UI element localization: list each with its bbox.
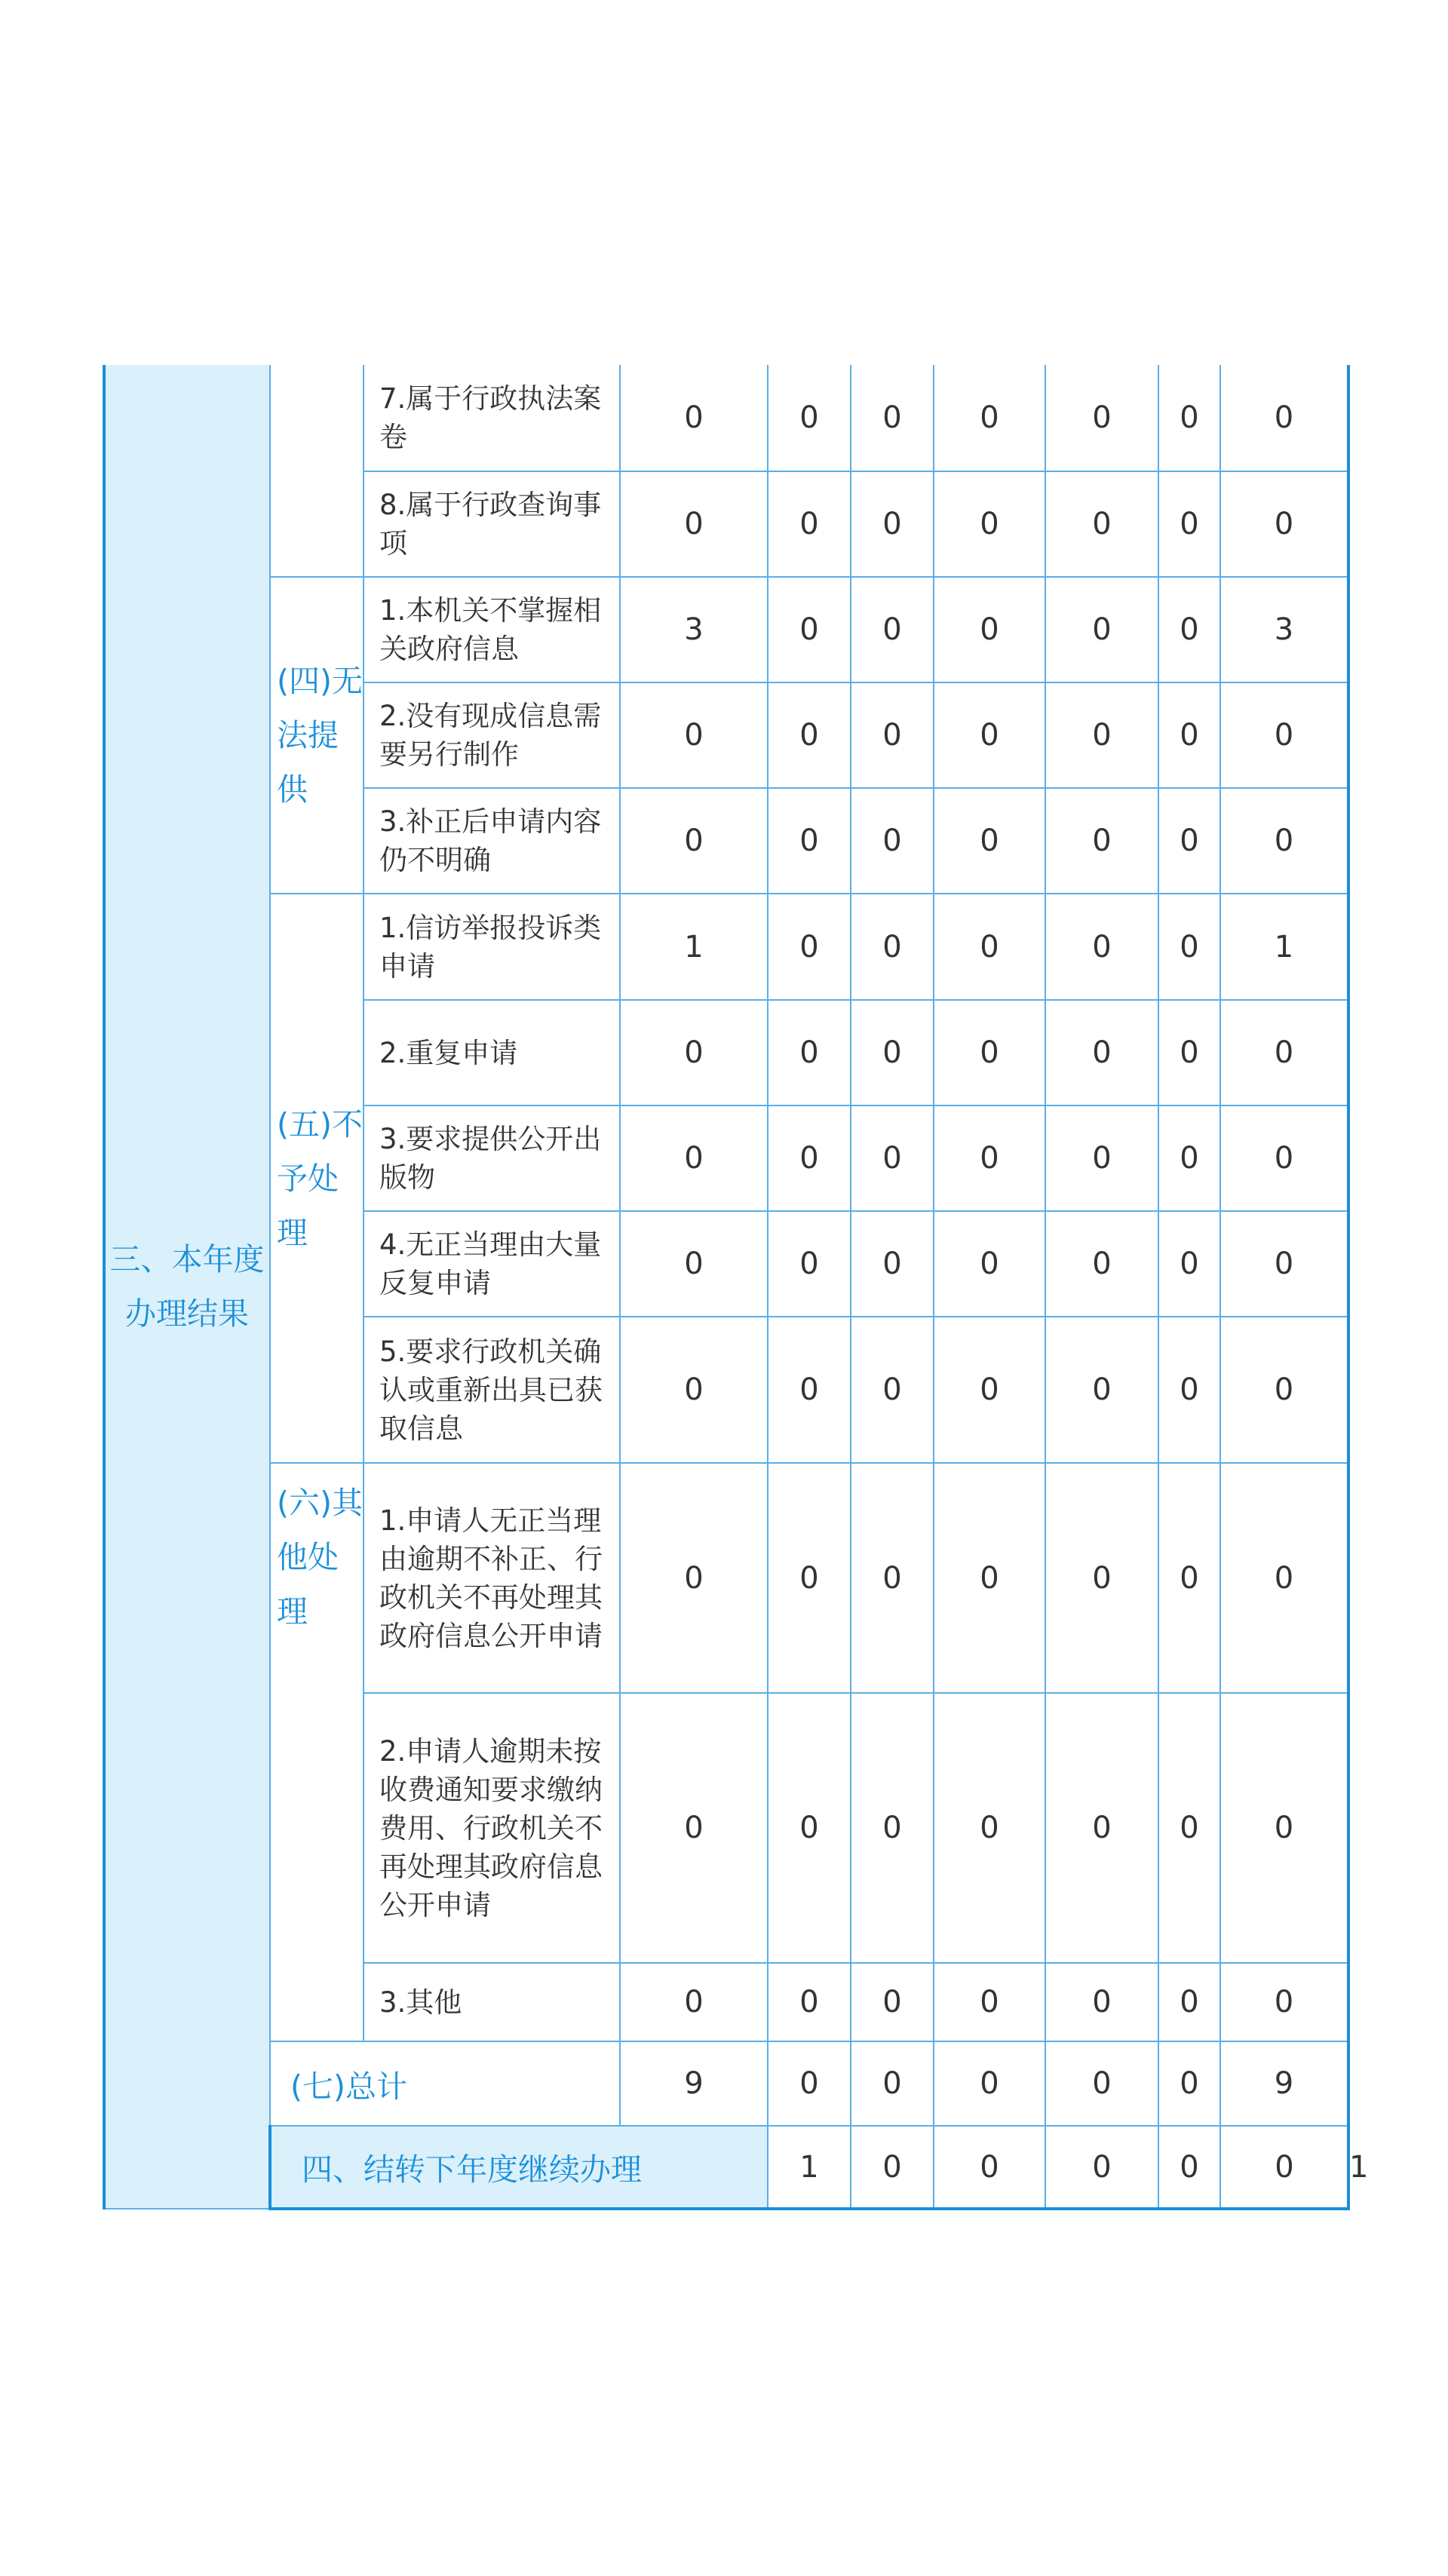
value-cell: 0 bbox=[1045, 1106, 1158, 1211]
next-year-row: 四、结转下年度继续办理 1 0 0 0 0 0 1 bbox=[104, 2126, 1348, 2209]
value-cell: 0 bbox=[1158, 1693, 1220, 1963]
value-cell: 0 bbox=[851, 365, 934, 471]
value-cell: 3 bbox=[620, 577, 768, 682]
value-cell: 0 bbox=[934, 471, 1045, 577]
row-item-label: 2.没有现成信息需要另行制作 bbox=[364, 682, 620, 788]
value-cell: 1 bbox=[1220, 894, 1348, 1000]
value-cell: 0 bbox=[934, 682, 1045, 788]
value-cell: 0 bbox=[934, 1463, 1045, 1693]
table-body bbox=[104, 365, 1369, 2209]
value-cell: 0 bbox=[1220, 1463, 1348, 1693]
value-cell: 0 bbox=[934, 577, 1045, 682]
value-cell: 0 bbox=[851, 2041, 934, 2126]
table-row bbox=[104, 894, 1348, 1000]
value-cell: 0 bbox=[1158, 682, 1220, 788]
value-cell: 0 bbox=[1045, 1693, 1158, 1963]
value-cell: 0 bbox=[1045, 2041, 1158, 2126]
value-cell: 0 bbox=[1220, 788, 1348, 894]
value-cell: 0 bbox=[1045, 1963, 1158, 2041]
value-cell: 0 bbox=[934, 1106, 1045, 1211]
value-cell: 0 bbox=[1158, 471, 1220, 577]
value-cell: 0 bbox=[1158, 1211, 1220, 1317]
value-cell: 0 bbox=[851, 1317, 934, 1463]
row-item-label: 7.属于行政执法案卷 bbox=[364, 365, 620, 471]
value-cell: 0 bbox=[1045, 788, 1158, 894]
value-cell: 0 bbox=[620, 1000, 768, 1106]
value-cell: 0 bbox=[1220, 2126, 1348, 2209]
row-item-label: 2.重复申请 bbox=[364, 1000, 620, 1106]
value-cell: 0 bbox=[1220, 471, 1348, 577]
report-table bbox=[103, 365, 1369, 2210]
table-row bbox=[104, 365, 1348, 471]
value-cell: 1 bbox=[620, 894, 768, 1000]
value-cell: 0 bbox=[1045, 2126, 1158, 2209]
value-cell: 0 bbox=[851, 894, 934, 1000]
row-item-label: 3.要求提供公开出版物 bbox=[364, 1106, 620, 1211]
section-three-label: 三、本年度办理结果 bbox=[104, 365, 270, 2209]
value-cell: 0 bbox=[620, 1211, 768, 1317]
group-five-label: (五)不予处理 bbox=[270, 894, 364, 1463]
value-cell: 0 bbox=[851, 1693, 934, 1963]
value-cell: 0 bbox=[1045, 1463, 1158, 1693]
value-cell: 0 bbox=[768, 1693, 851, 1963]
value-cell: 0 bbox=[934, 894, 1045, 1000]
value-cell: 0 bbox=[620, 365, 768, 471]
value-cell: 0 bbox=[768, 1317, 851, 1463]
value-cell: 0 bbox=[934, 1000, 1045, 1106]
value-cell: 0 bbox=[1158, 1463, 1220, 1693]
value-cell: 0 bbox=[768, 894, 851, 1000]
value-cell: 0 bbox=[768, 471, 851, 577]
value-cell: 0 bbox=[768, 682, 851, 788]
value-cell: 0 bbox=[1045, 471, 1158, 577]
value-cell: 0 bbox=[768, 577, 851, 682]
value-cell: 0 bbox=[768, 1106, 851, 1211]
value-cell: 0 bbox=[1158, 1106, 1220, 1211]
value-cell: 9 bbox=[1220, 2041, 1348, 2126]
value-cell: 0 bbox=[768, 788, 851, 894]
value-cell: 0 bbox=[851, 1000, 934, 1106]
group-four-label: (四)无法提供 bbox=[270, 577, 364, 894]
value-cell: 0 bbox=[851, 1963, 934, 2041]
row-item-label: 4.无正当理由大量反复申请 bbox=[364, 1211, 620, 1317]
row-item-label: 3.其他 bbox=[364, 1963, 620, 2041]
value-cell: 0 bbox=[1220, 682, 1348, 788]
value-cell: 0 bbox=[934, 2126, 1045, 2209]
value-cell: 0 bbox=[1045, 577, 1158, 682]
value-cell: 0 bbox=[768, 1963, 851, 2041]
value-cell: 0 bbox=[1045, 1000, 1158, 1106]
value-cell: 0 bbox=[620, 1693, 768, 1963]
value-cell: 0 bbox=[620, 471, 768, 577]
row-item-label: 1.信访举报投诉类申请 bbox=[364, 894, 620, 1000]
value-cell: 0 bbox=[851, 682, 934, 788]
value-cell: 0 bbox=[851, 1211, 934, 1317]
value-cell: 0 bbox=[1158, 577, 1220, 682]
value-cell: 0 bbox=[934, 788, 1045, 894]
value-cell: 1 bbox=[768, 2126, 851, 2209]
value-cell: 0 bbox=[1220, 1000, 1348, 1106]
value-cell: 0 bbox=[934, 365, 1045, 471]
value-cell: 0 bbox=[934, 1211, 1045, 1317]
total-label: (七)总计 bbox=[270, 2041, 620, 2126]
value-cell: 0 bbox=[1220, 1211, 1348, 1317]
value-cell: 0 bbox=[1158, 2041, 1220, 2126]
value-cell: 0 bbox=[1045, 682, 1158, 788]
value-cell: 0 bbox=[1220, 1106, 1348, 1211]
value-cell: 0 bbox=[1158, 894, 1220, 1000]
value-cell: 0 bbox=[1220, 365, 1348, 471]
value-cell: 0 bbox=[768, 365, 851, 471]
value-cell: 0 bbox=[1045, 1211, 1158, 1317]
value-cell: 0 bbox=[1158, 788, 1220, 894]
value-cell: 0 bbox=[768, 1211, 851, 1317]
value-cell: 0 bbox=[851, 1463, 934, 1693]
group-three-continued-cell bbox=[270, 365, 364, 577]
value-cell: 3 bbox=[1220, 577, 1348, 682]
value-cell: 0 bbox=[1045, 894, 1158, 1000]
value-cell: 0 bbox=[1220, 1963, 1348, 2041]
value-cell: 0 bbox=[620, 1463, 768, 1693]
value-cell: 0 bbox=[768, 1000, 851, 1106]
value-cell: 0 bbox=[851, 471, 934, 577]
value-cell: 0 bbox=[768, 2041, 851, 2126]
value-cell: 9 bbox=[620, 2041, 768, 2126]
value-cell: 0 bbox=[620, 1106, 768, 1211]
value-cell: 0 bbox=[934, 1317, 1045, 1463]
table-row bbox=[104, 577, 1348, 682]
row-item-label: 3.补正后申请内容仍不明确 bbox=[364, 788, 620, 894]
value-cell: 0 bbox=[1045, 365, 1158, 471]
total-row bbox=[104, 2041, 1348, 2126]
value-cell: 0 bbox=[1158, 1963, 1220, 2041]
value-cell: 0 bbox=[934, 1693, 1045, 1963]
value-cell: 0 bbox=[851, 1106, 934, 1211]
row-item-label: 2.申请人逾期未按收费通知要求缴纳费用、行政机关不再处理其政府信息公开申请 bbox=[364, 1693, 620, 1963]
row-item-label: 1.申请人无正当理由逾期不补正、行政机关不再处理其政府信息公开申请 bbox=[364, 1463, 620, 1693]
row-item-label: 1.本机关不掌握相关政府信息 bbox=[364, 577, 620, 682]
value-cell: 0 bbox=[1158, 2126, 1220, 2209]
group-six-label: (六)其他处理 bbox=[270, 1463, 364, 2041]
value-cell: 0 bbox=[768, 1463, 851, 1693]
row-item-label: 5.要求行政机关确认或重新出具已获取信息 bbox=[364, 1317, 620, 1463]
value-cell: 0 bbox=[620, 1963, 768, 2041]
value-cell: 0 bbox=[620, 1317, 768, 1463]
value-cell: 0 bbox=[1158, 1317, 1220, 1463]
value-cell: 0 bbox=[934, 1963, 1045, 2041]
value-cell: 0 bbox=[851, 577, 934, 682]
value-cell: 0 bbox=[620, 682, 768, 788]
value-cell: 0 bbox=[934, 2041, 1045, 2126]
value-cell: 0 bbox=[1158, 365, 1220, 471]
value-cell: 0 bbox=[620, 788, 768, 894]
value-cell: 0 bbox=[1220, 1693, 1348, 1963]
table-row bbox=[104, 1463, 1348, 1693]
section-four-label: 四、结转下年度继续办理 bbox=[270, 2126, 768, 2209]
value-cell: 0 bbox=[1158, 1000, 1220, 1106]
row-item-label: 8.属于行政查询事项 bbox=[364, 471, 620, 577]
value-cell: 0 bbox=[1045, 1317, 1158, 1463]
value-cell: 0 bbox=[851, 2126, 934, 2209]
value-cell: 0 bbox=[851, 788, 934, 894]
value-cell: 0 bbox=[1220, 1317, 1348, 1463]
